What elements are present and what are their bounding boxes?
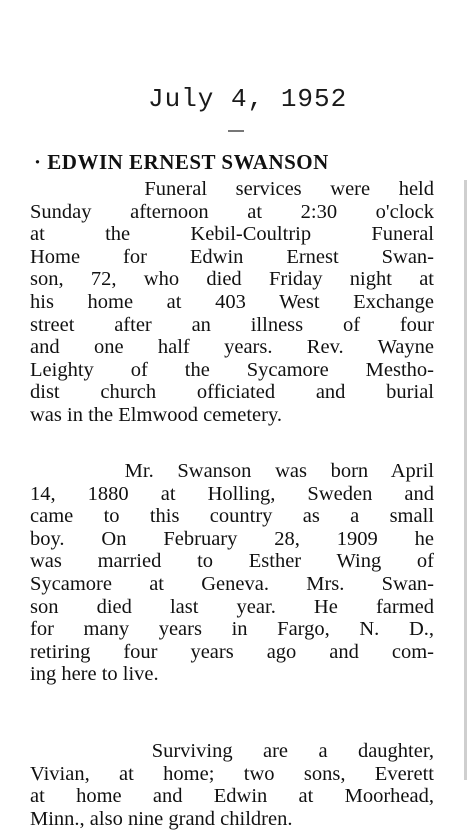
text-line: Sunday afternoon at 2:30 o'clock bbox=[30, 200, 434, 223]
paragraph-3 bbox=[30, 740, 434, 830]
text-line: boy. On February 28, 1909 he bbox=[30, 527, 434, 550]
text-line: street after an illness of four bbox=[30, 313, 434, 336]
text-line: Home for Edwin Ernest Swan- bbox=[30, 245, 434, 268]
clipping-edge bbox=[464, 180, 467, 780]
clipping-date: July 4, 1952 bbox=[148, 84, 348, 114]
text-line: Mr. Swanson was born April bbox=[30, 460, 434, 482]
text-line: Funeral services were held bbox=[30, 178, 434, 200]
text-line: his home at 403 West Exchange bbox=[30, 290, 434, 313]
text-line: son died last year. He farmed bbox=[30, 595, 434, 618]
headline-text: EDWIN ERNEST SWANSON bbox=[47, 150, 329, 174]
text-line: dist church officiated and burial bbox=[30, 381, 434, 404]
text-line: for many years in Fargo, N. D., bbox=[30, 618, 434, 641]
text-line: was in the Elmwood cemetery. bbox=[30, 403, 282, 426]
text-line: Sycamore at Geneva. Mrs. Swan- bbox=[30, 572, 434, 595]
paragraph-2 bbox=[30, 460, 434, 686]
text-line: son, 72, who died Friday night at bbox=[30, 268, 434, 291]
text-line: 14, 1880 at Holling, Sweden and bbox=[30, 482, 434, 505]
paragraph-1 bbox=[30, 178, 434, 427]
text-line: ing here to live. bbox=[30, 663, 159, 686]
text-line: Surviving are a daughter, bbox=[30, 740, 434, 762]
text-line: was married to Esther Wing of bbox=[30, 550, 434, 573]
text-line: came to this country as a small bbox=[30, 505, 434, 528]
text-line: Leighty of the Sycamore Mestho- bbox=[30, 358, 434, 381]
obituary-headline: · EDWIN ERNEST SWANSON bbox=[34, 150, 329, 174]
text-line: Minn., also nine grand children. bbox=[30, 807, 293, 830]
text-line: and one half years. Rev. Wayne bbox=[30, 336, 434, 359]
text-line: Vivian, at home; two sons, Everett bbox=[30, 762, 434, 785]
text-line: retiring four years ago and com- bbox=[30, 640, 434, 663]
text-line: at the Kebil-Coultrip Funeral bbox=[30, 223, 434, 246]
text-line: at home and Edwin at Moorhead, bbox=[30, 785, 434, 808]
separator-rule bbox=[228, 130, 244, 132]
